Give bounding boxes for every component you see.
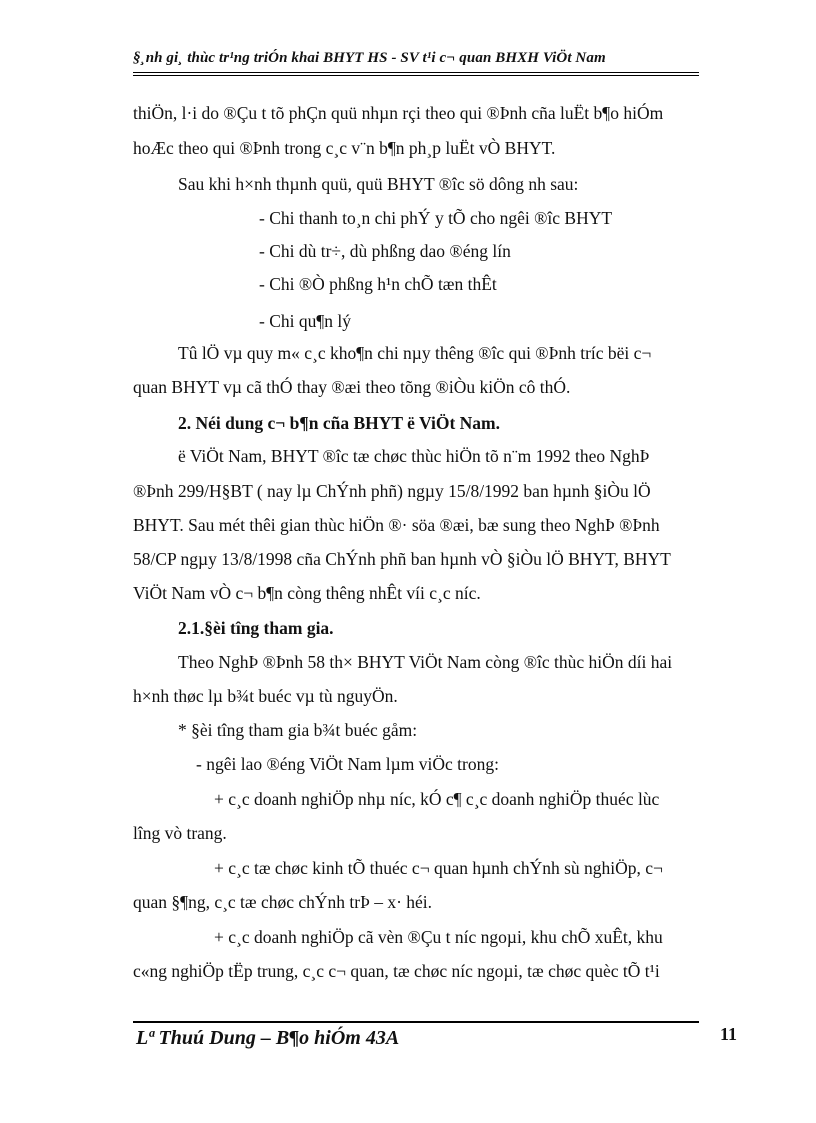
text-line: - Chi dù tr÷, dù phßng dao ®éng lín (259, 241, 511, 261)
text-line: quan §¶ng, c¸c tæ chøc chÝnh trÞ – x· héi. (133, 892, 433, 912)
text-line: + c¸c tæ chøc kinh tÕ thuéc c¬ quan hµnh chÝnh sù nghiÖp, c¬ (214, 858, 663, 878)
text-line: - ngêi lao ®éng ViÖt Nam lµm viÖc trong: (196, 754, 499, 774)
text-line: lîng vò trang. (133, 823, 227, 843)
text-line: + c¸c doanh nghiÖp nhµ níc, kÓ c¶ c¸c doanh nghiÖp thuéc lùc (214, 789, 660, 809)
text-line: + c¸c doanh nghiÖp cã vèn ®Çu t níc ngoµi, khu chÕ xuÊt, khu (214, 927, 663, 947)
header-rule (133, 72, 699, 76)
text-line: h×nh thøc lµ b¾t buéc vµ tù nguyÖn. (133, 686, 398, 706)
text-line: ®Þnh 299/H§BT ( nay lµ ChÝnh phñ) ngµy 15/8/1992 ban hµnh §iÒu lÖ (133, 481, 651, 501)
text-line: ViÖt Nam vÒ c¬ b¶n còng thêng nhÊt víi c¸c níc. (133, 583, 481, 603)
footer-rule (133, 1021, 699, 1023)
section-heading: 2. Néi dung c¬ b¶n cña BHYT ë ViÖt Nam. (178, 413, 500, 433)
text-line: ë ViÖt Nam, BHYT ®îc tæ chøc thùc hiÖn tõ n¨m 1992 theo NghÞ (178, 446, 650, 466)
text-line: - Chi ®Ò phßng h¹n chÕ tæn thÊt (259, 274, 497, 294)
text-line: thiÖn, l·i do ®Çu t tõ phÇn quü nhµn rçi theo qui ®Þnh cña luËt b¶o hiÓm (133, 103, 664, 123)
subsection-heading: 2.1.§èi tîng tham gia. (178, 618, 334, 638)
footer-author: Lª Thuú Dung – B¶o hiÓm 43A (136, 1027, 400, 1049)
text-line: Theo NghÞ ®Þnh 58 th× BHYT ViÖt Nam còng ®îc thùc hiÖn díi hai (178, 652, 673, 672)
text-line: c«ng nghiÖp tËp trung, c¸c c¬ quan, tæ chøc níc ngoµi, tæ chøc quèc tÕ t¹i (133, 961, 660, 981)
text-line: Sau khi h×nh thµnh quü, quü BHYT ®îc sö dông nh sau: (178, 174, 579, 194)
running-header: §¸nh gi¸ thùc tr¹ng triÓn khai BHYT HS - SV t¹i c¬ quan BHXH ViÖt Nam (133, 50, 606, 66)
text-line: 58/CP ngµy 13/8/1998 cña ChÝnh phñ ban hµnh vÒ §iÒu lÖ BHYT, BHYT (133, 549, 671, 569)
text-line: BHYT. Sau mét thêi gian thùc hiÖn ®· söa ®æi, bæ sung theo NghÞ ®Þnh (133, 515, 660, 535)
text-line: hoÆc theo qui ®Þnh trong c¸c v¨n b¶n ph¸p luËt vÒ BHYT. (133, 138, 556, 158)
text-line: Tû lÖ vµ quy m« c¸c kho¶n chi nµy thêng ®îc qui ®Þnh tríc bëi c¬ (178, 343, 652, 363)
text-line: - Chi qu¶n lý (259, 311, 352, 331)
text-line: quan BHYT vµ cã thÓ thay ®æi theo tõng ®iÒu kiÖn cô thÓ. (133, 377, 571, 397)
text-line: - Chi thanh to¸n chi phÝ y tÕ cho ngêi ®îc BHYT (259, 208, 613, 228)
page-number: 11 (720, 1024, 738, 1044)
text-line: * §èi tîng tham gia b¾t buéc gåm: (178, 720, 418, 740)
